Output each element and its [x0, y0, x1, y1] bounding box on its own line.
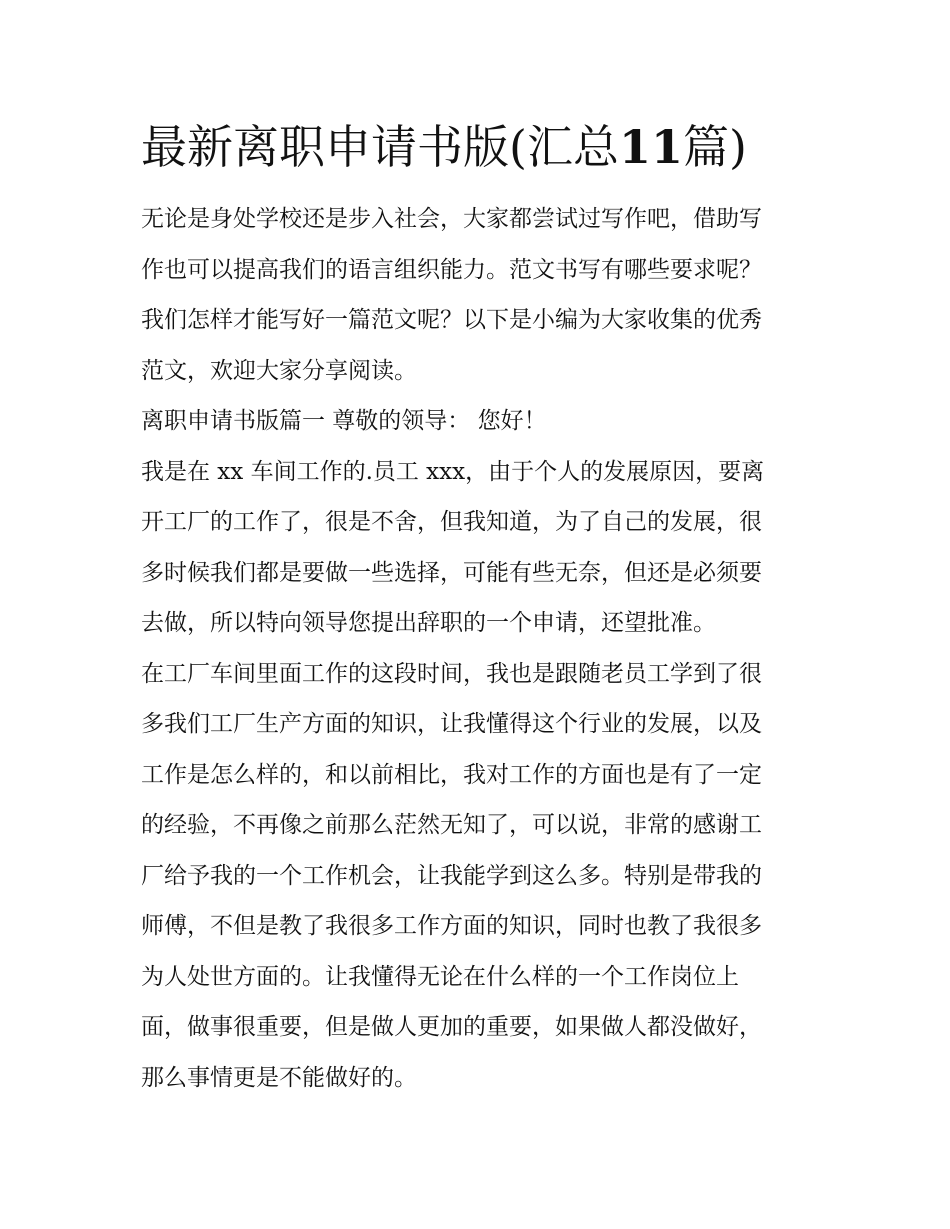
body-line: 在工厂车间里面工作的这段时间，我也是跟随老员工学到了很: [141, 660, 762, 687]
body-line: 多时候我们都是要做一些选择，可能有些无奈，但还是必须要: [141, 559, 762, 586]
title-number: 11: [618, 120, 683, 174]
body-line: 去做，所以特向领导您提出辞职的一个申请，还望批准。: [141, 610, 716, 636]
title-suffix: 篇): [682, 120, 747, 174]
body-line: 我是在 xx 车间工作的.员工 xxx，由于个人的发展原因，要离: [141, 458, 765, 485]
body-line: 为人处世方面的。让我懂得无论在什么样的一个工作岗位上: [141, 963, 739, 990]
body-line: 作也可以提高我们的语言组织能力。范文书写有哪些要求呢？: [141, 256, 762, 283]
document-title: [141, 112, 813, 182]
document-body: [141, 194, 813, 1103]
title-prefix: 最新离职申请书版(汇总: [141, 120, 619, 174]
body-line: 无论是身处学校还是步入社会，大家都尝试过写作吧，借助写: [141, 206, 762, 232]
body-line: 的经验，不再像之前那么茫然无知了，可以说，非常的感谢工: [141, 812, 762, 838]
body-line: 我们怎样才能写好一篇范文呢？以下是小编为大家收集的优秀: [141, 307, 762, 333]
body-line: 那么事情更是不能做好的。: [141, 1064, 417, 1091]
body-line: 师傅，不但是教了我很多工作方面的知识，同时也教了我很多: [141, 913, 762, 939]
document-page: [141, 112, 813, 1103]
body-line: 多我们工厂生产方面的知识，让我懂得这个行业的发展，以及: [141, 711, 762, 737]
body-line: 厂给予我的一个工作机会，让我能学到这么多。特别是带我的: [141, 862, 762, 889]
body-line: 面，做事很重要，但是做人更加的重要，如果做人都没做好，: [141, 1014, 762, 1040]
body-line: 开工厂的工作了，很是不舍，但我知道，为了自己的发展，很: [141, 509, 762, 535]
section-heading-line: 离职申请书版篇一 尊敬的领导： 您好！: [141, 408, 547, 434]
body-line: 工作是怎么样的，和以前相比，我对工作的方面也是有了一定: [141, 761, 762, 788]
body-line: 范文，欢迎大家分享阅读。: [141, 357, 417, 384]
